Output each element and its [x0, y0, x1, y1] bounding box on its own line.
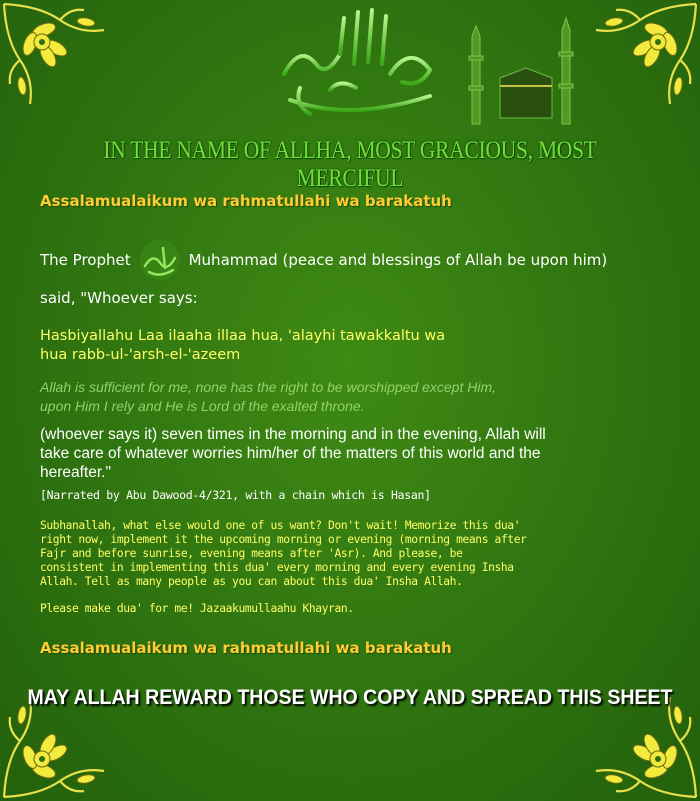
- page-title: IN THE NAME OF ALLHA, MOST GRACIOUS, MOST MERCIFUL: [103, 137, 597, 192]
- said-text: said, "Whoever says:: [40, 289, 198, 307]
- exhortation-line: Fajr and before sunrise, evening means after 'Asr). And please, be: [40, 547, 463, 560]
- prophet-line-after: Muhammad (peace and blessings of Allah be upon him): [188, 251, 608, 269]
- footer-banner: MAY ALLAH REWARD THOSE WHO COPY AND SPREAD THIS SHEET: [27, 686, 673, 709]
- prophet-line: [40, 238, 680, 282]
- virtue-line: hereafter.": [40, 464, 111, 481]
- exhortation-line: Allah. Tell as many people as you can about this dua' Insha Allah.: [40, 575, 463, 588]
- floral-corner-icon: [588, 0, 700, 112]
- dua-transliteration: [40, 327, 560, 365]
- exhortation-paragraph: [40, 519, 600, 589]
- greeting-top: Assalamualaikum wa rahmatullahi wa barakatuh: [40, 192, 452, 210]
- translation-line: Allah is sufficient for me, none has the right to be worshipped except Him,: [40, 379, 497, 395]
- translation-line: upon Him I rely and He is Lord of the exalted throne.: [40, 398, 365, 414]
- muhammad-calligraphy-icon: [135, 238, 185, 282]
- dua-translation: [40, 378, 600, 416]
- prophet-line-before: The Prophet: [40, 251, 131, 269]
- dua-request: Please make dua' for me! Jazaakumullaahu Khayran.: [40, 602, 354, 615]
- bismillah-calligraphy-icon: [270, 4, 450, 132]
- exhortation-line: right now, implement it the upcoming morning or evening (morning means after: [40, 533, 527, 546]
- exhortation-line: consistent in implementing this dua' every morning and every evening Insha: [40, 561, 514, 574]
- floral-corner-icon: [0, 0, 112, 112]
- exhortation-line: Subhanallah, what else would one of us want? Don't wait! Memorize this dua': [40, 519, 521, 532]
- dua-line: hua rabb-ul-'arsh-el-'azeem: [40, 347, 241, 363]
- greeting-bottom: Assalamualaikum wa rahmatullahi wa barakatuh: [40, 639, 452, 657]
- virtue-line: take care of whatever worries him/her of the matters of this world and the: [40, 445, 541, 462]
- narration-reference: [Narrated by Abu Dawood-4/321, with a chain which is Hasan]: [40, 488, 431, 502]
- mosque-kaaba-icon: [462, 6, 592, 126]
- virtue-line: (whoever says it) seven times in the morning and in the evening, Allah will: [40, 426, 546, 443]
- virtue-text: [40, 425, 610, 482]
- dua-line: Hasbiyallahu Laa ilaaha illaa hua, 'alayhi tawakkaltu wa: [40, 328, 446, 344]
